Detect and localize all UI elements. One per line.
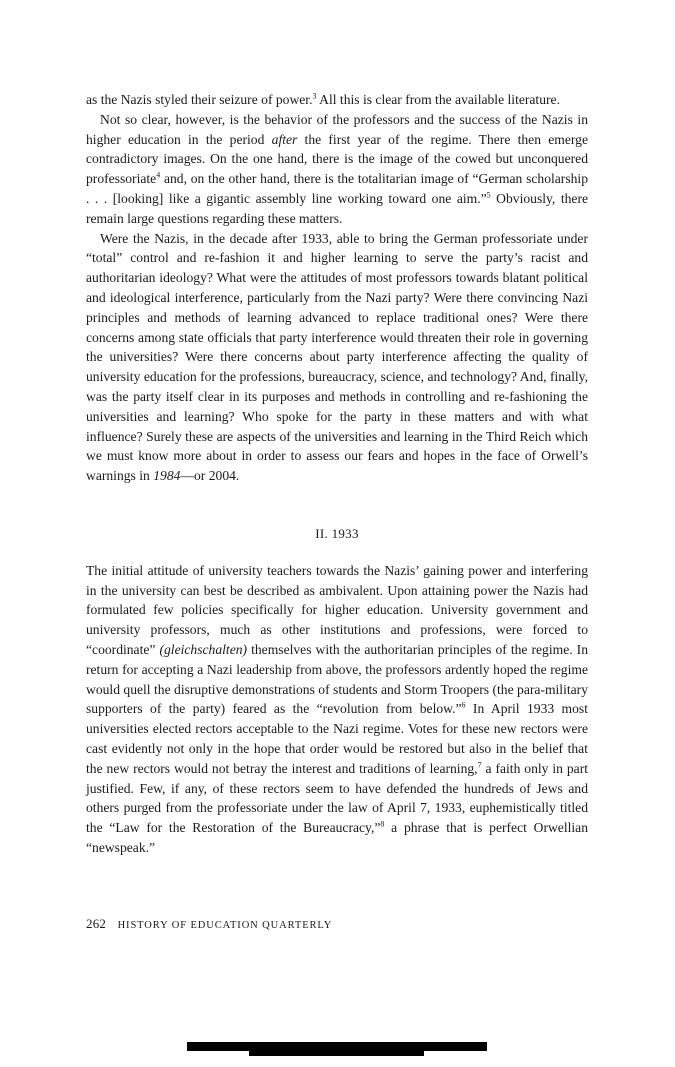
article-body <box>86 90 588 858</box>
scan-bar-bottom <box>249 1051 424 1056</box>
footnote-ref-6: 6 <box>461 700 466 710</box>
footnote-ref-7: 7 <box>477 760 482 770</box>
text-run: The initial attitude of university teachers towards the Nazis’ gaining power and interfering in the university can best be described as ambivalent. Upon attaining power the Nazis had formulated few policies specifically for higher education. University government and university professors, much as other institutions and professions, were forced to “coordinate” <box>86 562 588 657</box>
text-run: Not so clear, however, is the behavior of the professors and the success of the Nazis in higher education in the period <box>86 111 588 147</box>
journal-title: HISTORY OF EDUCATION QUARTERLY <box>117 920 333 931</box>
italic-term: (gleichschalten) <box>159 641 248 657</box>
paragraph-continued <box>86 90 588 110</box>
text-run: —or 2004. <box>180 468 240 484</box>
text-run: a phrase that is perfect Orwellian “newspeak.” <box>86 820 589 855</box>
footnote-ref-4: 4 <box>156 170 161 180</box>
paragraph-questions <box>86 229 588 486</box>
paragraph-initial-attitude <box>86 561 588 858</box>
footnote-ref-5: 5 <box>486 190 491 200</box>
italic-title: 1984 <box>153 468 181 484</box>
page-number: 262 <box>86 916 107 931</box>
text-run: Were the Nazis, in the decade after 1933, able to bring the German professoriate under “total” control and re-fashion it and higher learning to serve the party’s racist and authoritarian ideology? What were the attitudes of most professors towards blatant political and ideological interference, particularly from the Nazi party? Were there convincing Nazi principles and methods of learning advanced to replace traditional ones? Were there concerns among state officials that party interference would threaten their role in governing the universities? Were there concerns about party interference affecting the quality of university education for the professions, bureaucracy, science, and technology? And, finally, was the party itself clear in its purposes and methods in controlling and re-fashioning the universities and learning? Who spoke for the party in these matters and with what influence? Surely these are aspects of the universities and learning in the Third Reich which we must know more about in order to assess our fears and hopes in the face of Orwell’s warnings in <box>86 230 588 484</box>
paragraph-contradictory-images <box>86 110 588 229</box>
text-run: themselves with the authoritarian principles of the regime. In return for accepting a Nazi leadership from above, the professors ardently hoped the regime would quell the disruptive demonstrations of students and Storm Troopers (the para-military supporters of the party) feared as the “revolution from below.” <box>86 641 588 717</box>
text-run: Obviously, there remain large questions regarding these matters. <box>86 190 589 226</box>
footnote-ref-8: 8 <box>380 819 385 829</box>
page-footer <box>86 916 332 932</box>
text-run: and, on the other hand, there is the totalitarian image of “German scholarship . . . [looking] like a gigantic assembly line working toward one aim.” <box>86 171 588 206</box>
text-run: as the Nazis styled their seizure of power. <box>86 92 313 107</box>
section-heading: II. 1933 <box>315 525 359 541</box>
text-run: the first year of the regime. There then emerge contradictory images. On the one hand, there is the image of the cowed but unconquered professoriate <box>86 131 588 187</box>
text-run: All this is clear from the available literature. <box>316 92 560 107</box>
text-run: In April 1933 most universities elected rectors acceptable to the Nazi regime. Votes for these new rectors were cast evidently not only in the hope that order would be restored but also in the belief that the new rectors would not betray the interest and traditions of learning, <box>86 701 588 776</box>
scan-bar-top <box>187 1042 487 1051</box>
footnote-ref-3: 3 <box>312 91 317 101</box>
italic-word: after <box>271 131 298 147</box>
text-run: a faith only in part justified. Few, if any, of these rectors seem to have defended the hundreds of Jews and others purged from the professoriate under the law of April 7, 1933, euphemistically titled the “Law for the Restoration of the Bureaucracy,” <box>86 760 589 836</box>
